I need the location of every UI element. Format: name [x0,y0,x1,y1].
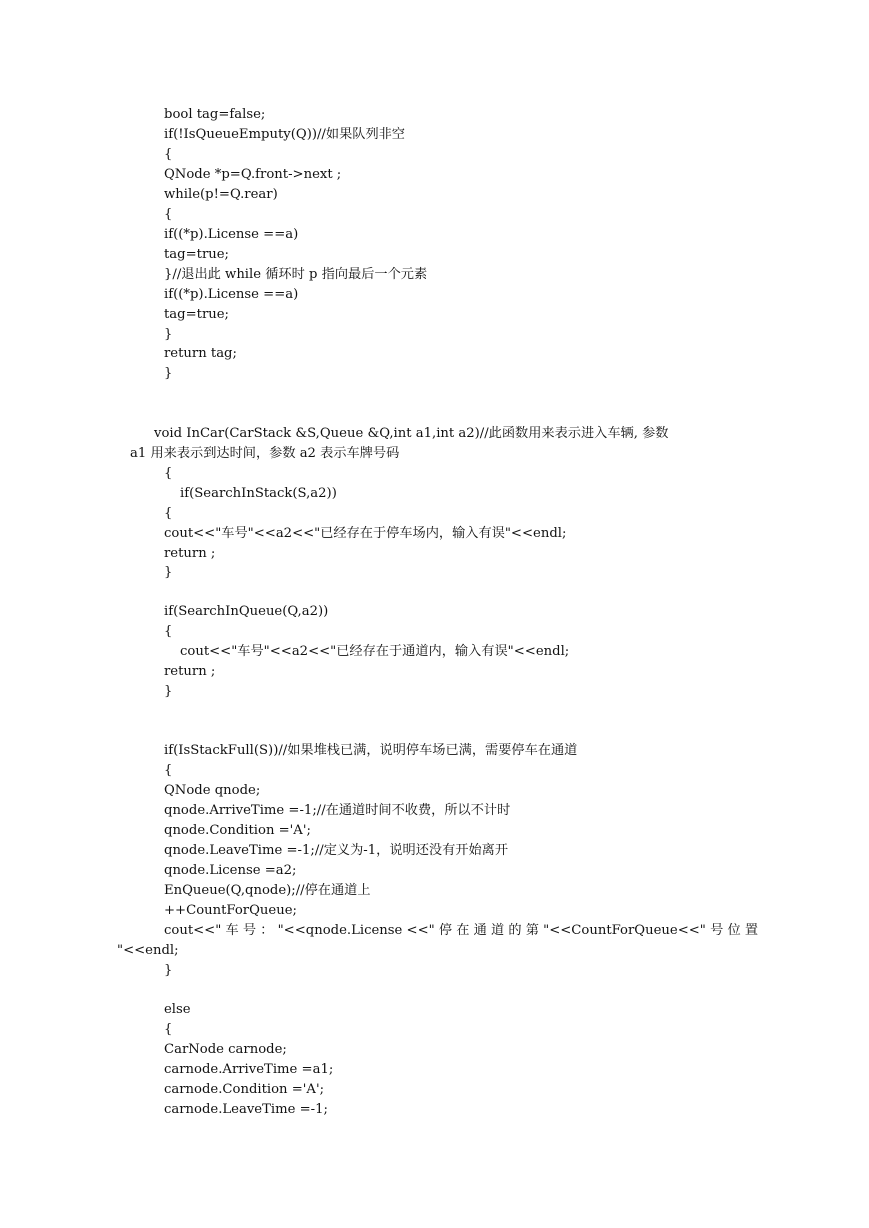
code-line: carnode.Condition ='A'; [164,1082,325,1097]
code-line: if((*p).License ==a) [164,287,299,302]
code-line: tag=true; [164,247,229,262]
code-line: EnQueue(Q,qnode);//停在通道上 [164,883,371,898]
code-line: }//退出此 while 循环时 p 指向最后一个元素 [164,267,428,282]
code-line: if(!IsQueueEmputy(Q))//如果队列非空 [164,127,405,142]
code-line: cout<<"车号"<<a2<<"已经存在于停车场内，输入有误"<<endl; [164,526,567,541]
code-line: { [164,624,173,639]
code-line: qnode.Condition ='A'; [164,823,311,838]
code-line: CarNode carnode; [164,1042,287,1057]
code-line: { [164,466,173,481]
code-line: } [164,327,173,342]
code-line: return tag; [164,346,237,361]
code-line: QNode qnode; [164,783,261,798]
code-line: qnode.ArriveTime =-1;//在通道时间不收费，所以不计时 [164,803,511,818]
code-line: tag=true; [164,307,229,322]
code-line: cout<<" 车 号 ： "<<qnode.License <<" 停 在 通 道 的 第 "<<CountForQueue<<" 号 位 置 [164,923,759,938]
code-line: ++CountForQueue; [164,903,297,918]
code-line: "<<endl; [117,943,179,958]
code-line: { [164,147,173,162]
code-line: carnode.ArriveTime =a1; [164,1062,334,1077]
code-line: QNode *p=Q.front->next ; [164,167,342,182]
code-line: return ; [164,546,216,561]
code-line: else [164,1002,191,1017]
code-line: cout<<"车号"<<a2<<"已经存在于通道内，输入有误"<<endl; [180,644,570,659]
code-line: while(p!=Q.rear) [164,187,278,202]
code-line: bool tag=false; [164,107,266,122]
code-line: { [164,1022,173,1037]
code-line: if(IsStackFull(S))//如果堆栈已满，说明停车场已满，需要停车在通道 [164,743,578,758]
code-line: { [164,207,173,222]
code-line: a1 用来表示到达时间，参数 a2 表示车牌号码 [130,446,400,461]
code-line: if(SearchInQueue(Q,a2)) [164,604,329,619]
code-line: } [164,684,173,699]
code-line: } [164,963,173,978]
code-line: void InCar(CarStack &S,Queue &Q,int a1,int a2)//此函数用来表示进入车辆, 参数 [154,426,669,441]
code-line: { [164,763,173,778]
code-line: if(SearchInStack(S,a2)) [180,486,337,501]
code-line: return ; [164,664,216,679]
code-line: } [164,366,173,381]
code-line: if((*p).License ==a) [164,227,299,242]
code-line: { [164,506,173,521]
code-line: qnode.LeaveTime =-1;//定义为-1，说明还没有开始离开 [164,843,509,858]
code-line: qnode.License =a2; [164,863,297,878]
code-line: } [164,565,173,580]
code-line: carnode.LeaveTime =-1; [164,1102,328,1117]
